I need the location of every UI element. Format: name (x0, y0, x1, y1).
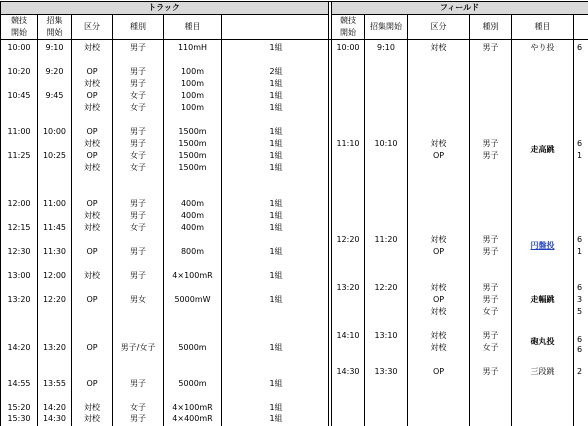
field-start-time: 13:20 (336, 283, 360, 292)
track-division: OP (86, 127, 98, 136)
field-count: 1 (577, 151, 583, 160)
track-heats: 1組 (269, 127, 283, 136)
track-division: 対校 (84, 103, 100, 112)
track-category: 女子 (130, 103, 146, 112)
field-division: OP (432, 247, 445, 256)
track-header-category: 種別 (130, 22, 146, 31)
track-start-time: 13:00 (7, 271, 31, 280)
track-heats: 1組 (269, 43, 283, 52)
field-event: 走幅跳 (530, 295, 555, 304)
field-start-time: 10:00 (336, 43, 360, 52)
track-start-time: 12:30 (7, 247, 31, 256)
track-event: 5000mW (174, 295, 211, 304)
track-event: 110mH (177, 43, 208, 52)
field-count: 3 (577, 295, 583, 304)
track-division: OP (86, 343, 98, 352)
track-heats: 1組 (269, 403, 283, 412)
track-start-time: 11:25 (7, 151, 31, 160)
track-call-time: 11:00 (42, 199, 67, 208)
track-heats: 1組 (269, 91, 283, 100)
track-division: 対校 (84, 163, 100, 172)
track-start-time: 14:55 (7, 379, 31, 388)
track-event: 4×100mR (172, 271, 213, 280)
field-count: 2 (577, 367, 583, 376)
track-event: 1500m (178, 139, 207, 148)
track-division: OP (86, 199, 98, 208)
track-category: 女子 (130, 223, 146, 232)
field-category: 男子 (482, 247, 499, 256)
track-call-time: 12:20 (42, 295, 67, 304)
field-division: 対校 (430, 139, 447, 148)
field-division: OP (432, 151, 445, 160)
track-start-time: 12:15 (7, 223, 31, 232)
field-category: 男子 (482, 367, 499, 376)
track-division: 対校 (84, 403, 100, 412)
track-event: 100m (180, 103, 205, 112)
track-right-border (328, 1, 329, 426)
track-start-time: 12:00 (7, 199, 31, 208)
field-category: 女子 (482, 343, 499, 352)
field-division: 対校 (430, 307, 447, 316)
track-start-time: 10:45 (7, 91, 31, 100)
field-count: 6 (577, 43, 583, 52)
track-call-time: 10:25 (42, 151, 67, 160)
track-heats: 1組 (269, 223, 283, 232)
track-event: 100m (180, 91, 205, 100)
track-division: 対校 (84, 43, 100, 52)
field-header-category: 種別 (482, 22, 499, 31)
field-division: 対校 (430, 331, 447, 340)
track-call-time: 13:20 (42, 343, 67, 352)
track-category: 男子 (130, 211, 146, 220)
field-category: 男子 (482, 295, 499, 304)
field-division: OP (432, 367, 445, 376)
field-category: 男子 (482, 235, 499, 244)
field-category: 男子 (482, 151, 499, 160)
field-count: 6 (577, 283, 583, 292)
field-call-time: 10:10 (374, 139, 398, 148)
track-start-time: 13:20 (7, 295, 31, 304)
field-event: やり投 (530, 43, 555, 52)
track-call-time: 14:30 (42, 414, 67, 423)
field-call-time: 12:20 (374, 283, 398, 292)
field-division: 対校 (430, 235, 447, 244)
field-header-call: 招集開始 (370, 22, 402, 31)
field-category: 男子 (482, 43, 499, 52)
track-category: 男女 (130, 295, 146, 304)
field-division: 対校 (430, 343, 447, 352)
track-division: 対校 (84, 271, 100, 280)
track-call-time: 9:45 (45, 91, 64, 100)
track-event: 400m (180, 211, 205, 220)
track-category: 男子 (130, 139, 146, 148)
track-title: トラック (148, 3, 180, 12)
track-division: 対校 (84, 223, 100, 232)
field-title: フィールド (439, 3, 480, 12)
field-category: 女子 (482, 307, 499, 316)
track-category: 男子 (130, 379, 146, 388)
track-call-time: 10:00 (42, 127, 67, 136)
track-division: OP (86, 247, 98, 256)
track-division: 対校 (84, 211, 100, 220)
track-division: 対校 (84, 79, 100, 88)
top-border (0, 1, 588, 2)
track-heats: 1組 (269, 163, 283, 172)
header-bottom-border (0, 39, 588, 40)
track-category: 男子 (130, 79, 146, 88)
track-heats: 1組 (269, 79, 283, 88)
track-heats: 1組 (269, 295, 283, 304)
field-call-time: 9:10 (377, 43, 395, 52)
track-heats: 1組 (269, 271, 283, 280)
track-event: 5000m (178, 343, 207, 352)
field-count: 6 (577, 335, 583, 344)
field-col-sep (469, 14, 470, 426)
field-count: 1 (577, 247, 583, 256)
discus-link[interactable]: 円盤投 (530, 241, 555, 250)
track-heats: 1組 (269, 139, 283, 148)
track-division: OP (86, 379, 98, 388)
track-call-time: 12:00 (42, 271, 67, 280)
track-category: 男子/女子 (120, 343, 156, 352)
field-count: 6 (577, 235, 583, 244)
track-division: 対校 (84, 139, 100, 148)
track-event: 5000m (178, 379, 207, 388)
track-start-time: 10:20 (7, 67, 31, 76)
track-heats: 1組 (269, 199, 283, 208)
field-event: 三段跳 (530, 367, 555, 376)
track-event: 800m (180, 247, 205, 256)
track-category: 男子 (130, 414, 146, 423)
track-division: OP (86, 67, 98, 76)
field-header-event: 種目 (534, 22, 551, 31)
track-header-event: 種目 (184, 22, 201, 31)
track-category: 男子 (130, 199, 146, 208)
track-event: 100m (180, 79, 205, 88)
track-header-call: 招集開始 (46, 16, 63, 37)
field-left-border (331, 1, 332, 426)
field-start-time: 14:10 (336, 331, 360, 340)
track-event: 1500m (178, 127, 207, 136)
field-division: 対校 (430, 43, 447, 52)
field-count: 6 (577, 139, 583, 148)
track-heats: 2組 (269, 67, 283, 76)
field-header-division: 区分 (430, 22, 447, 31)
field-col-sep (573, 14, 574, 426)
field-start-time: 14:30 (336, 367, 360, 376)
left-border (0, 1, 1, 426)
track-call-time: 13:55 (42, 379, 67, 388)
track-start-time: 10:00 (7, 43, 31, 52)
field-division: 対校 (430, 283, 447, 292)
track-heats: 1組 (269, 343, 283, 352)
field-event: 砲丸投 (530, 337, 555, 346)
field-category: 男子 (482, 283, 499, 292)
field-start-time: 12:20 (336, 235, 360, 244)
track-call-time: 9:10 (45, 43, 64, 52)
track-start-time: 14:20 (7, 343, 31, 352)
track-heats: 1組 (269, 103, 283, 112)
field-category: 男子 (482, 139, 499, 148)
track-call-time: 14:20 (42, 403, 67, 412)
track-heats: 1組 (269, 414, 283, 423)
track-event: 400m (180, 199, 205, 208)
track-heats: 1組 (269, 151, 283, 160)
track-event: 1500m (178, 163, 207, 172)
field-category: 男子 (482, 331, 499, 340)
track-division: OP (86, 295, 98, 304)
track-category: 女子 (130, 163, 146, 172)
field-division: OP (432, 295, 445, 304)
track-heats: 1組 (269, 211, 283, 220)
field-call-time: 13:30 (374, 367, 398, 376)
track-event: 4×400mR (172, 414, 213, 423)
track-start-time: 15:20 (7, 403, 31, 412)
track-event: 4×100mR (172, 403, 213, 412)
track-event: 400m (180, 223, 205, 232)
track-heats: 1組 (269, 379, 283, 388)
track-category: 女子 (130, 91, 146, 100)
track-start-time: 11:00 (7, 127, 31, 136)
track-event: 100m (180, 67, 205, 76)
field-col-sep (364, 14, 365, 426)
field-call-time: 11:20 (374, 235, 398, 244)
track-category: 男子 (130, 127, 146, 136)
track-category: 女子 (130, 151, 146, 160)
track-call-time: 9:20 (45, 67, 64, 76)
track-division: OP (86, 91, 98, 100)
field-call-time: 13:10 (374, 331, 398, 340)
track-header-start: 競技開始 (11, 16, 27, 37)
track-category: 女子 (130, 403, 146, 412)
track-call-time: 11:30 (42, 247, 67, 256)
track-header-division: 区分 (84, 22, 100, 31)
field-count: 6 (577, 345, 583, 354)
field-count: 5 (577, 307, 583, 316)
track-call-time: 11:45 (42, 223, 67, 232)
track-division: OP (86, 151, 98, 160)
field-event: 走高跳 (530, 145, 555, 154)
field-col-sep (407, 14, 408, 426)
field-event[interactable] (512, 241, 573, 251)
field-col-sep (511, 14, 512, 426)
track-category: 男子 (130, 271, 146, 280)
track-category: 男子 (130, 247, 146, 256)
track-division: 対校 (84, 414, 100, 423)
track-category: 男子 (130, 67, 146, 76)
track-event: 1500m (178, 151, 207, 160)
track-heats: 1組 (269, 247, 283, 256)
track-col-sep (221, 14, 222, 426)
field-header-start: 競技開始 (340, 16, 356, 37)
track-start-time: 15:30 (7, 414, 31, 423)
field-start-time: 11:10 (336, 139, 360, 148)
track-category: 男子 (130, 43, 146, 52)
